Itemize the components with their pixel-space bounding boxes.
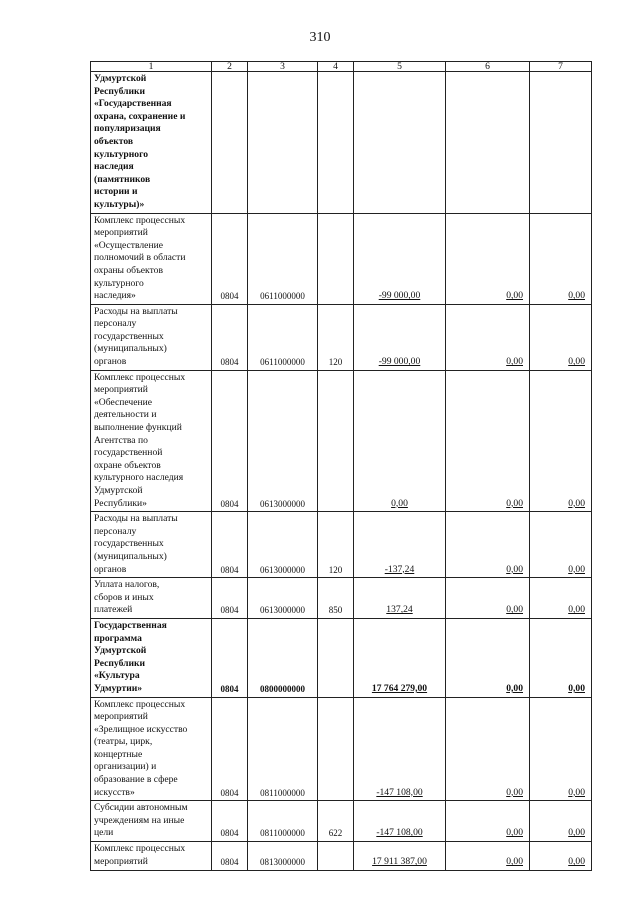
target-code-cell-text: 0611000000 xyxy=(260,357,305,368)
amount-cell-text: -137,24 xyxy=(384,563,415,575)
target-code-cell-text: 0811000000 xyxy=(260,787,305,798)
row-name-cell-text: Комплекс процессных мероприятий «Обеспечение деятельности и выполнение функций Агентства по государственной охране объектов культурного наследия Удмуртской Республики» xyxy=(94,371,186,509)
page-number: 310 xyxy=(309,30,331,45)
amount-year2-cell xyxy=(446,304,530,370)
section-code-cell xyxy=(212,697,248,801)
expense-type-cell xyxy=(318,370,354,512)
target-code-cell xyxy=(248,512,318,578)
amount-cell xyxy=(354,213,446,304)
amount-cell-text: -99 000,00 xyxy=(378,356,421,368)
amount-cell-text: -147 108,00 xyxy=(376,786,423,798)
row-name-cell-text: Удмуртской Республики «Государственная охрана, сохранение и популяризация объектов культурного наследия (памятников истории и культуры)» xyxy=(94,73,186,210)
amount-year3-cell xyxy=(530,578,592,619)
amount-cell xyxy=(354,370,446,512)
expense-type-cell xyxy=(318,697,354,801)
table-row xyxy=(91,370,592,512)
target-code-cell xyxy=(248,72,318,214)
table-row xyxy=(91,618,592,697)
row-name-cell xyxy=(91,578,212,619)
target-code-cell xyxy=(248,370,318,512)
amount-year3-cell xyxy=(530,512,592,578)
amount-year2-cell xyxy=(446,213,530,304)
budget-table xyxy=(90,61,592,871)
amount-year2-cell xyxy=(446,512,530,578)
header-col-3: 3 xyxy=(248,62,318,72)
expense-type-cell-text: 120 xyxy=(328,357,343,368)
section-code-cell-text: 0804 xyxy=(220,605,239,616)
header-col-2: 2 xyxy=(212,62,248,72)
header-row xyxy=(91,62,592,72)
section-code-cell-text: 0804 xyxy=(220,828,239,839)
amount-year3-cell xyxy=(530,304,592,370)
amount-year3-cell-text: 0,00 xyxy=(568,827,585,839)
amount-cell-text: 0,00 xyxy=(391,497,408,509)
expense-type-cell-text: 850 xyxy=(328,605,343,616)
row-name-cell-text: Комплекс процессных мероприятий xyxy=(94,843,186,867)
target-code-cell-text: 0611000000 xyxy=(260,291,305,302)
table-body xyxy=(91,72,592,871)
amount-year3-cell xyxy=(530,842,592,871)
section-code-cell-text: 0804 xyxy=(220,498,239,509)
amount-cell xyxy=(354,801,446,842)
amount-cell-text: 17 764 279,00 xyxy=(371,682,428,694)
amount-cell-text: 17 911 387,00 xyxy=(372,856,427,868)
amount-year2-cell xyxy=(446,578,530,619)
section-code-cell xyxy=(212,72,248,214)
row-name-cell xyxy=(91,72,212,214)
table-row xyxy=(91,801,592,842)
table-row xyxy=(91,304,592,370)
row-name-cell-text: Уплата налогов, сборов и иных платежей xyxy=(94,579,160,616)
amount-year3-cell xyxy=(530,697,592,801)
expense-type-cell xyxy=(318,72,354,214)
row-name-cell xyxy=(91,213,212,304)
row-name-cell-text: Комплекс процессных мероприятий «Зрелищное искусство (театры, цирк, концертные организации) и образование в сфере искусств» xyxy=(94,698,188,798)
amount-year3-cell-text: 0,00 xyxy=(568,290,585,302)
table-row xyxy=(91,697,592,801)
amount-year2-cell xyxy=(446,72,530,214)
row-name-cell xyxy=(91,370,212,512)
header-col-4: 4 xyxy=(318,62,354,72)
section-code-cell-text: 0804 xyxy=(220,357,239,368)
amount-year2-cell-text: 0,00 xyxy=(506,604,523,616)
amount-year3-cell xyxy=(530,618,592,697)
amount-year3-cell xyxy=(530,72,592,214)
expense-type-cell-text: 622 xyxy=(328,828,343,839)
expense-type-cell xyxy=(318,842,354,871)
amount-year3-cell-text: 0,00 xyxy=(568,786,585,798)
row-name-cell xyxy=(91,512,212,578)
header-col-1: 1 xyxy=(91,62,212,72)
amount-cell-text: -147 108,00 xyxy=(376,827,423,839)
section-code-cell-text: 0804 xyxy=(220,683,239,694)
amount-cell xyxy=(354,618,446,697)
amount-year2-cell xyxy=(446,801,530,842)
table-row xyxy=(91,213,592,304)
section-code-cell xyxy=(212,618,248,697)
amount-year3-cell-text: 0,00 xyxy=(568,497,585,509)
amount-year3-cell xyxy=(530,370,592,512)
amount-year3-cell xyxy=(530,801,592,842)
target-code-cell-text: 0813000000 xyxy=(260,857,305,868)
target-code-cell xyxy=(248,578,318,619)
section-code-cell-text: 0804 xyxy=(220,857,239,868)
section-code-cell xyxy=(212,512,248,578)
amount-cell xyxy=(354,842,446,871)
amount-year2-cell xyxy=(446,842,530,871)
table-row xyxy=(91,512,592,578)
row-name-cell xyxy=(91,842,212,871)
section-code-cell xyxy=(212,304,248,370)
header-col-7: 7 xyxy=(530,62,592,72)
target-code-cell-text: 0613000000 xyxy=(260,498,305,509)
amount-cell xyxy=(354,697,446,801)
row-name-cell-text: Субсидии автономным учреждениям на иные цели xyxy=(94,802,188,839)
section-code-cell-text: 0804 xyxy=(220,787,239,798)
table-row xyxy=(91,842,592,871)
amount-year2-cell-text: 0,00 xyxy=(506,786,523,798)
expense-type-cell xyxy=(318,578,354,619)
row-name-cell xyxy=(91,304,212,370)
header-col-6: 6 xyxy=(446,62,530,72)
amount-cell xyxy=(354,512,446,578)
section-code-cell xyxy=(212,578,248,619)
amount-year3-cell-text: 0,00 xyxy=(568,356,585,368)
target-code-cell xyxy=(248,801,318,842)
amount-year2-cell-text: 0,00 xyxy=(506,827,523,839)
amount-cell-text: -99 000,00 xyxy=(378,290,421,302)
amount-year2-cell-text: 0,00 xyxy=(506,356,523,368)
target-code-cell xyxy=(248,697,318,801)
section-code-cell xyxy=(212,213,248,304)
target-code-cell-text: 0613000000 xyxy=(260,605,305,616)
table-row xyxy=(91,578,592,619)
target-code-cell-text: 0613000000 xyxy=(260,564,305,575)
target-code-cell xyxy=(248,304,318,370)
amount-year2-cell xyxy=(446,618,530,697)
amount-year3-cell xyxy=(530,213,592,304)
expense-type-cell xyxy=(318,512,354,578)
target-code-cell xyxy=(248,213,318,304)
header-col-5: 5 xyxy=(354,62,446,72)
expense-type-cell xyxy=(318,213,354,304)
section-code-cell-text: 0804 xyxy=(220,291,239,302)
amount-year2-cell-text: 0,00 xyxy=(506,682,523,694)
target-code-cell-text: 0800000000 xyxy=(260,683,305,694)
row-name-cell xyxy=(91,697,212,801)
amount-year3-cell-text: 0,00 xyxy=(568,682,585,694)
expense-type-cell-text: 120 xyxy=(328,564,343,575)
row-name-cell-text: Комплекс процессных мероприятий «Осуществление полномочий в области охраны объектов культурного наследия» xyxy=(94,214,186,302)
row-name-cell xyxy=(91,618,212,697)
amount-year2-cell xyxy=(446,370,530,512)
expense-type-cell xyxy=(318,304,354,370)
target-code-cell-text: 0811000000 xyxy=(260,828,305,839)
expense-type-cell xyxy=(318,801,354,842)
amount-cell xyxy=(354,72,446,214)
amount-year2-cell-text: 0,00 xyxy=(506,497,523,509)
section-code-cell xyxy=(212,370,248,512)
row-name-cell-text: Расходы на выплаты персоналу государственных (муниципальных) органов xyxy=(94,305,178,368)
amount-year3-cell-text: 0,00 xyxy=(568,563,585,575)
row-name-cell-text: Расходы на выплаты персоналу государственных (муниципальных) органов xyxy=(94,513,178,575)
amount-year2-cell-text: 0,00 xyxy=(506,563,523,575)
table-row xyxy=(91,72,592,214)
section-code-cell-text: 0804 xyxy=(220,564,239,575)
amount-year2-cell xyxy=(446,697,530,801)
section-code-cell xyxy=(212,842,248,871)
target-code-cell xyxy=(248,842,318,871)
amount-cell xyxy=(354,304,446,370)
expense-type-cell xyxy=(318,618,354,697)
amount-year2-cell-text: 0,00 xyxy=(506,856,523,868)
amount-year3-cell-text: 0,00 xyxy=(568,856,585,868)
amount-cell xyxy=(354,578,446,619)
amount-year3-cell-text: 0,00 xyxy=(568,604,585,616)
target-code-cell xyxy=(248,618,318,697)
amount-cell-text: 137,24 xyxy=(386,604,413,616)
amount-year2-cell-text: 0,00 xyxy=(506,290,523,302)
row-name-cell xyxy=(91,801,212,842)
row-name-cell-text: Государственная программа Удмуртской Республики «Культура Удмуртии» xyxy=(94,619,167,694)
section-code-cell xyxy=(212,801,248,842)
